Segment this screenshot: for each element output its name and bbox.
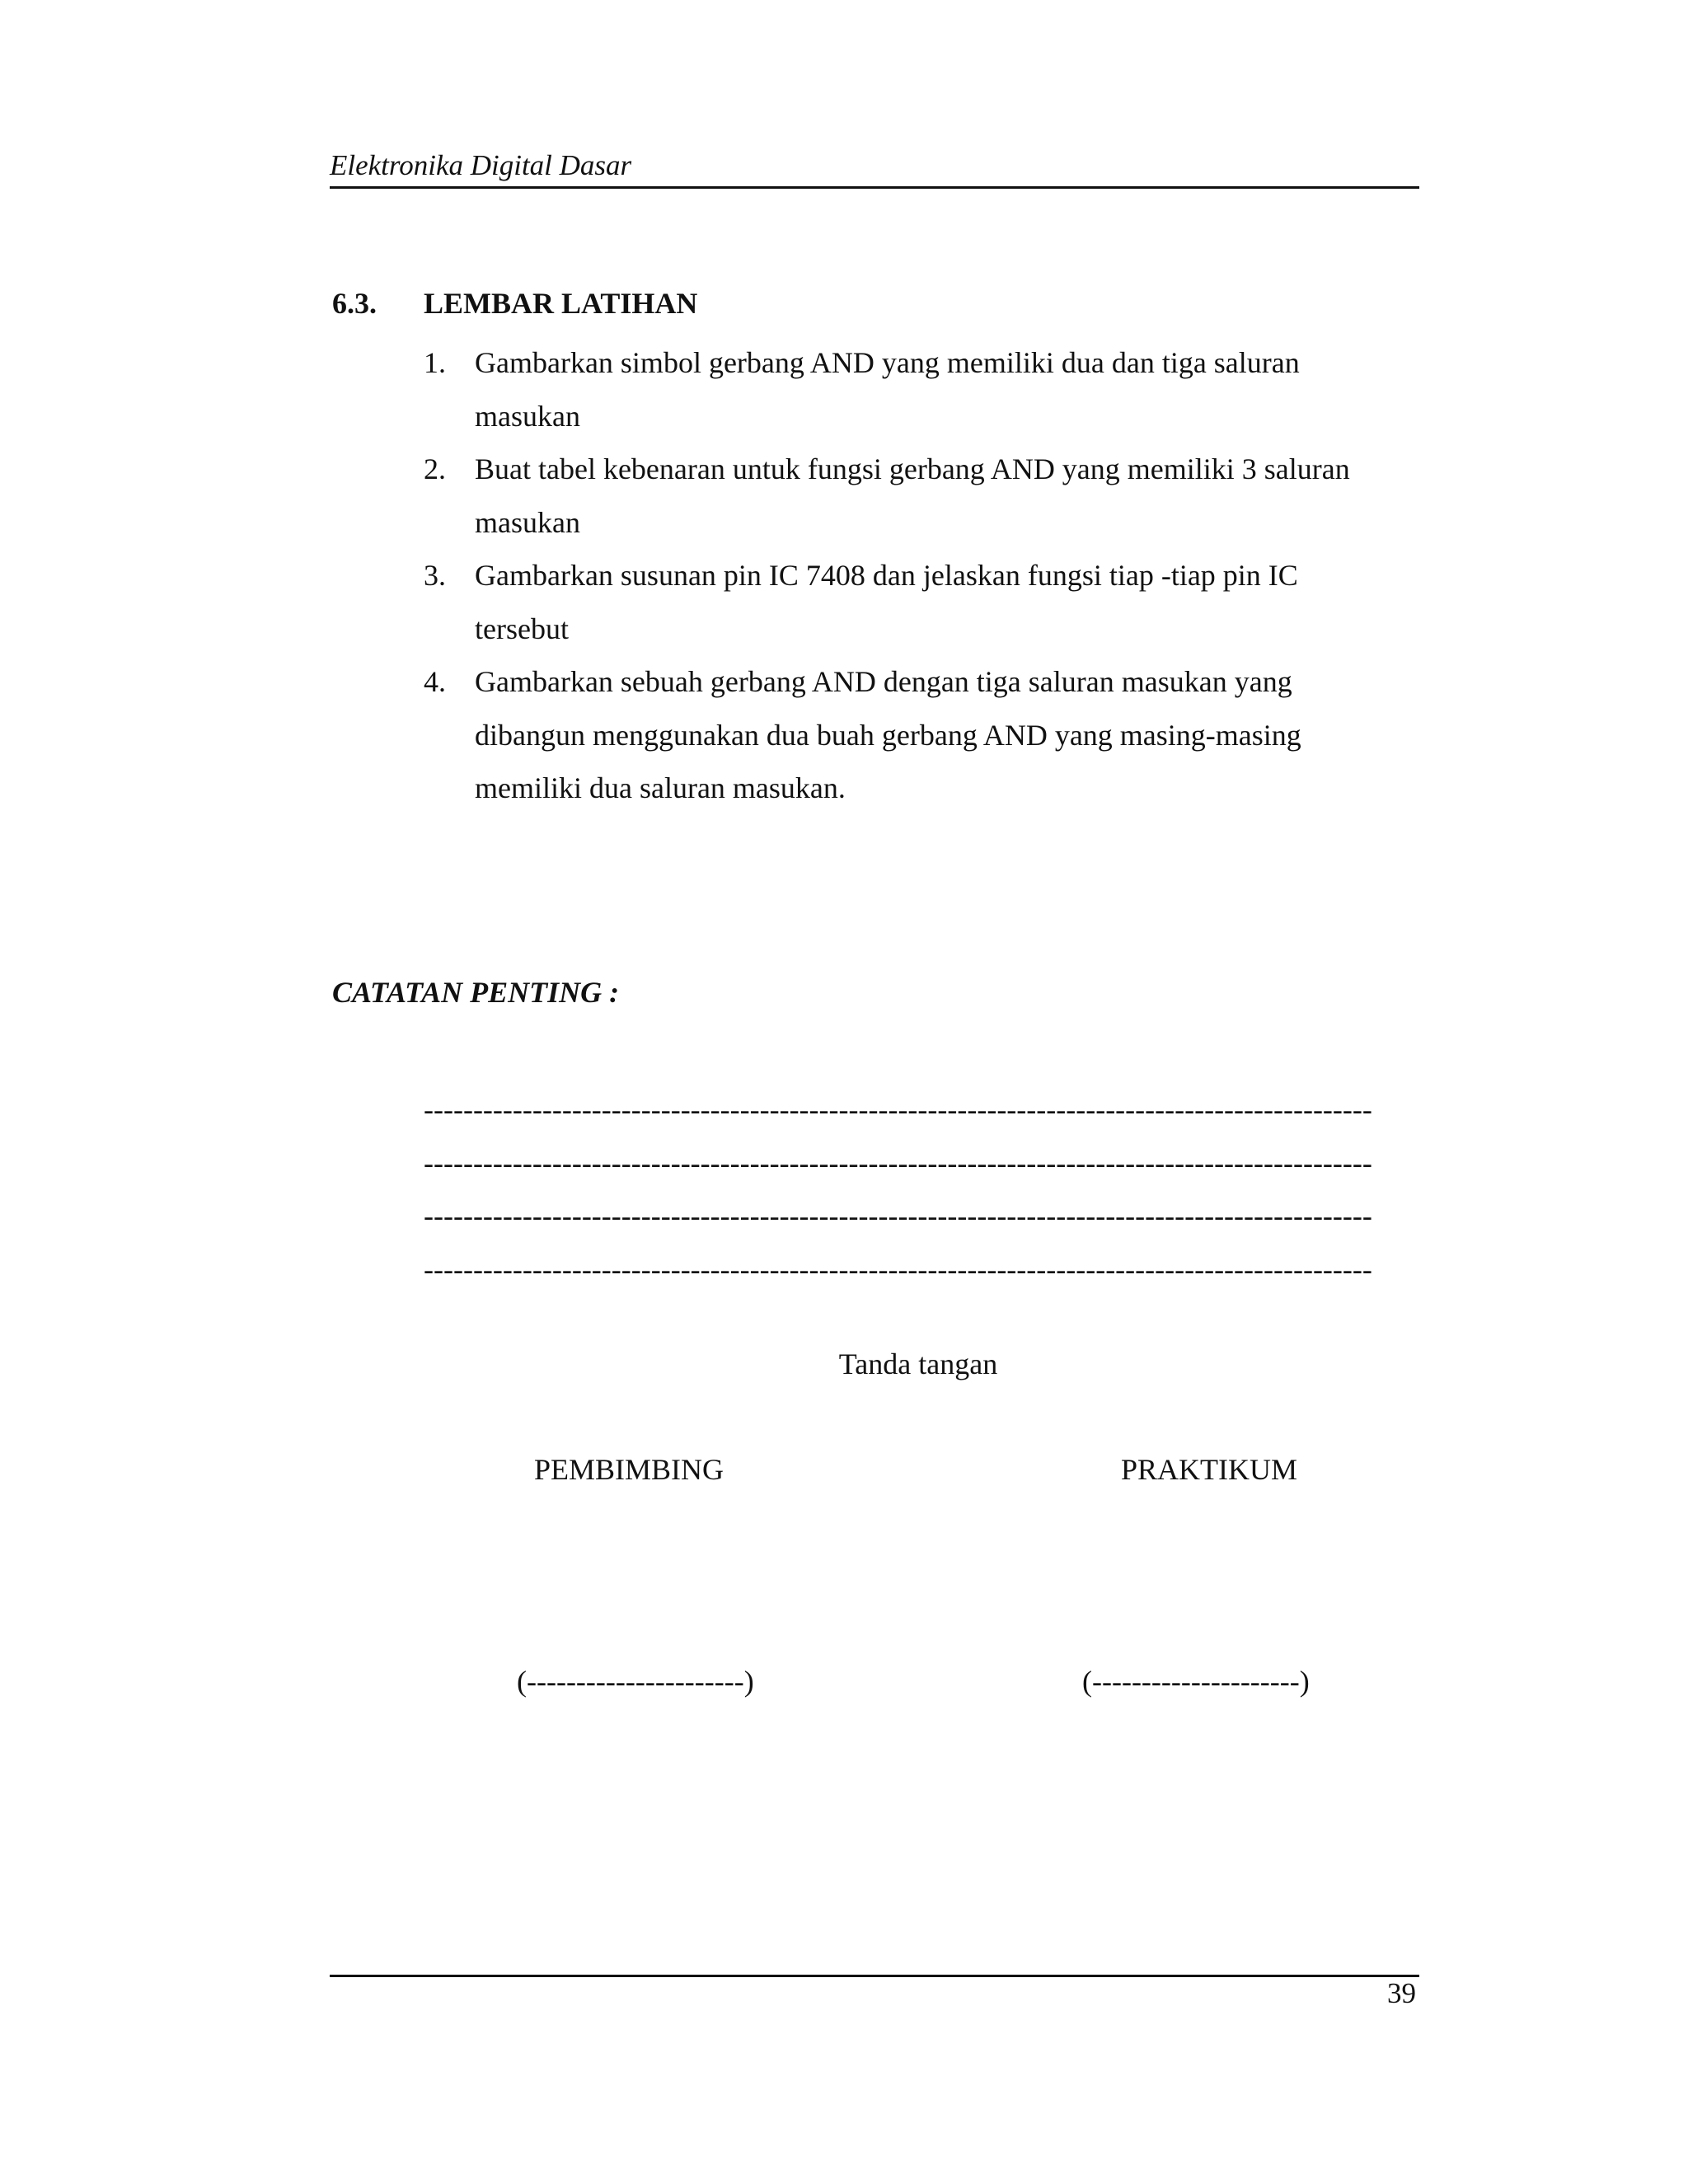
exercise-item <box>424 549 1396 655</box>
section-number: 6.3. <box>332 287 377 320</box>
notes-heading: CATATAN PENTING : <box>332 976 620 1009</box>
exercise-item <box>424 655 1396 815</box>
page-number: 39 <box>1387 1977 1416 2009</box>
notes-line: ------------------------------------------------------------------------------------------------ <box>424 1252 1372 1286</box>
supervisor-label: PEMBIMBING <box>534 1453 724 1486</box>
exercise-item-number: 4. <box>424 665 446 698</box>
exercise-item-text: Buat tabel kebenaran untuk fungsi gerbang AND yang memiliki 3 saluran masukan <box>475 452 1350 539</box>
exercise-item-text: Gambarkan sebuah gerbang AND dengan tiga saluran masukan yang dibangun menggunakan dua buah gerbang AND yang masing-masing memiliki dua saluran masukan. <box>475 665 1301 804</box>
signature-label: Tanda tangan <box>838 1347 998 1380</box>
practicum-label: PRAKTIKUM <box>1121 1453 1298 1486</box>
notes-line: ------------------------------------------------------------------------------------------------ <box>424 1199 1372 1232</box>
exercise-item-text: Gambarkan susunan pin IC 7408 dan jelaskan fungsi tiap -tiap pin IC tersebut <box>475 559 1298 645</box>
header-rule <box>330 186 1419 189</box>
notes-line: ------------------------------------------------------------------------------------------------ <box>424 1146 1372 1179</box>
running-header: Elektronika Digital Dasar <box>330 149 632 181</box>
exercise-item-number: 2. <box>424 452 446 485</box>
exercise-item-number: 3. <box>424 559 446 592</box>
section-title: LEMBAR LATIHAN <box>424 287 698 320</box>
exercise-item <box>424 443 1396 549</box>
practicum-signature-blank: (---------------------) <box>1082 1665 1310 1698</box>
footer-rule <box>330 1975 1419 1977</box>
exercise-item-number: 1. <box>424 346 446 379</box>
notes-line: ------------------------------------------------------------------------------------------------ <box>424 1093 1372 1126</box>
exercise-item-text: Gambarkan simbol gerbang AND yang memiliki dua dan tiga saluran masukan <box>475 346 1300 433</box>
exercise-list <box>424 336 1396 815</box>
exercise-item <box>424 336 1396 443</box>
notes-lines <box>424 1083 1413 1296</box>
supervisor-signature-blank: (----------------------) <box>517 1665 754 1698</box>
